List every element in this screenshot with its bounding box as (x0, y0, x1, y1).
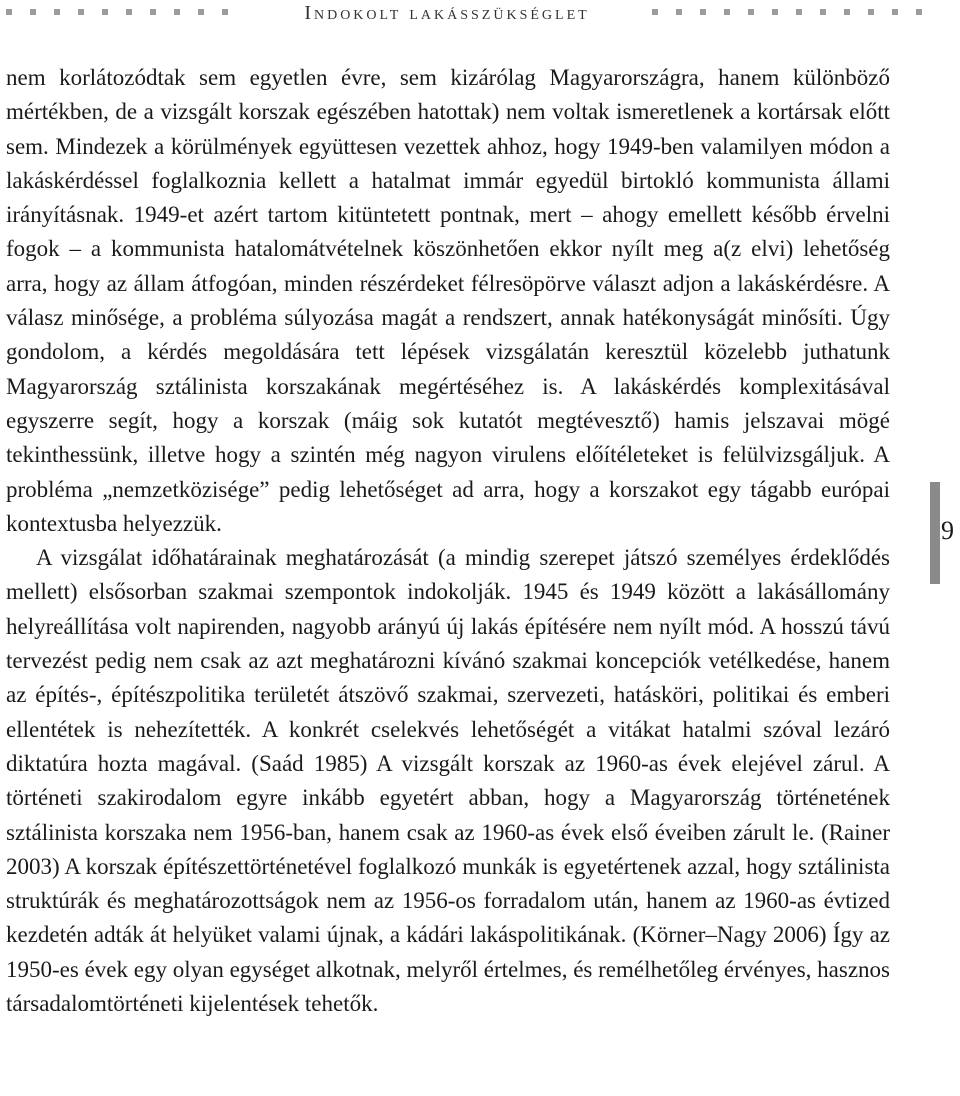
body-text (6, 61, 890, 1021)
page-number: 9 (941, 516, 954, 545)
paragraph: nem korlátozódtak sem egyetlen évre, sem kizárólag Magyarországra, hanem különböző mértékben, de a vizsgált korszak egészében hatottak) nem voltak ismeretlenek a kortársak előtt sem. Mindezek a körülmények együttesen vezettek ahhoz, hogy 1949-ben valamilyen módon a lakáskérdéssel foglalkoznia kellett a hatalmat immár egyedül birtokló kommunista állami irányításnak. 1949-et azért tartom kitüntetett pontnak, mert – ahogy emellett később érvelni fogok – a kommunista hatalomátvételnek köszönhetően ekkor nyílt meg a(z elvi) lehetőség arra, hogy az állam átfogóan, minden részérdeket félresöpörve választ adjon a lakáskérdésre. A válasz minősége, a probléma súlyozása magát a rendszert, annak hatékonyságát minősíti. Úgy gondolom, a kérdés megoldására tett lépések vizsgálatán keresztül közelebb juthatunk Magyarország sztálinista korszakának megértéséhez is. A lakáskérdés komplexitásával egyszerre segít, hogy a korszak (máig sok kutatót megtévesztő) hamis jelszavai mögé tekinthessünk, illetve hogy a szintén még nagyon virulens előítéleteket is felülvizsgáljuk. A probléma „nemzetközisége” pedig lehetőséget ad arra, hogy a korszakot egy tágabb európai kontextusba helyezzük. (6, 65, 890, 536)
paragraph: A vizsgálat időhatárainak meghatározását (a mindig szerepet játszó személyes érdeklődés mellett) elsősorban szakmai szempontok indokolják. 1945 és 1949 között a lakásállomány helyreállítása volt napirenden, nagyobb arányú új lakás építésére nem nyílt mód. A hosszú távú tervezést pedig nem csak az azt meghatározni kívánó szakmai koncepciók vetélkedése, hanem az építés-, építészpolitika területét átszövő szakmai, szervezeti, hatásköri, politikai és emberi ellentétek is nehezítették. A konkrét cselekvés lehetőségét a vitákat hatalmi szóval lezáró diktatúra hozta magával. (Saád 1985) A vizsgált korszak az 1960-as évek elejével zárul. A történeti szakirodalom egyre inkább egyetért abban, hogy a Magyarország történetének sztálinista korszaka nem 1956-ban, hanem csak az 1960-as évek első éveiben zárult le. (Rainer 2003) A korszak építészettörténetével foglalkozó munkák is egyetértenek azzal, hogy sztálinista struktúrák és meghatározottságok nem az 1956-os forradalom után, hanem az 1960-as évtized kezdetén adták át helyüket valami újnak, a kádári lakáspolitikának. (Körner–Nagy 2006) Így az 1950-es évek egy olyan egységet alkotnak, melyről értelmes, és remélhetőleg érvényes, hasznos társadalomtörténeti kijelentések tehetők. (6, 545, 890, 1017)
page-header (0, 0, 960, 28)
thumb-index-bar (930, 482, 940, 584)
header-dot-rule-left (6, 9, 246, 17)
running-head: Indokolt lakásszükséglet (304, 2, 590, 24)
header-dot-rule-right (652, 9, 952, 17)
